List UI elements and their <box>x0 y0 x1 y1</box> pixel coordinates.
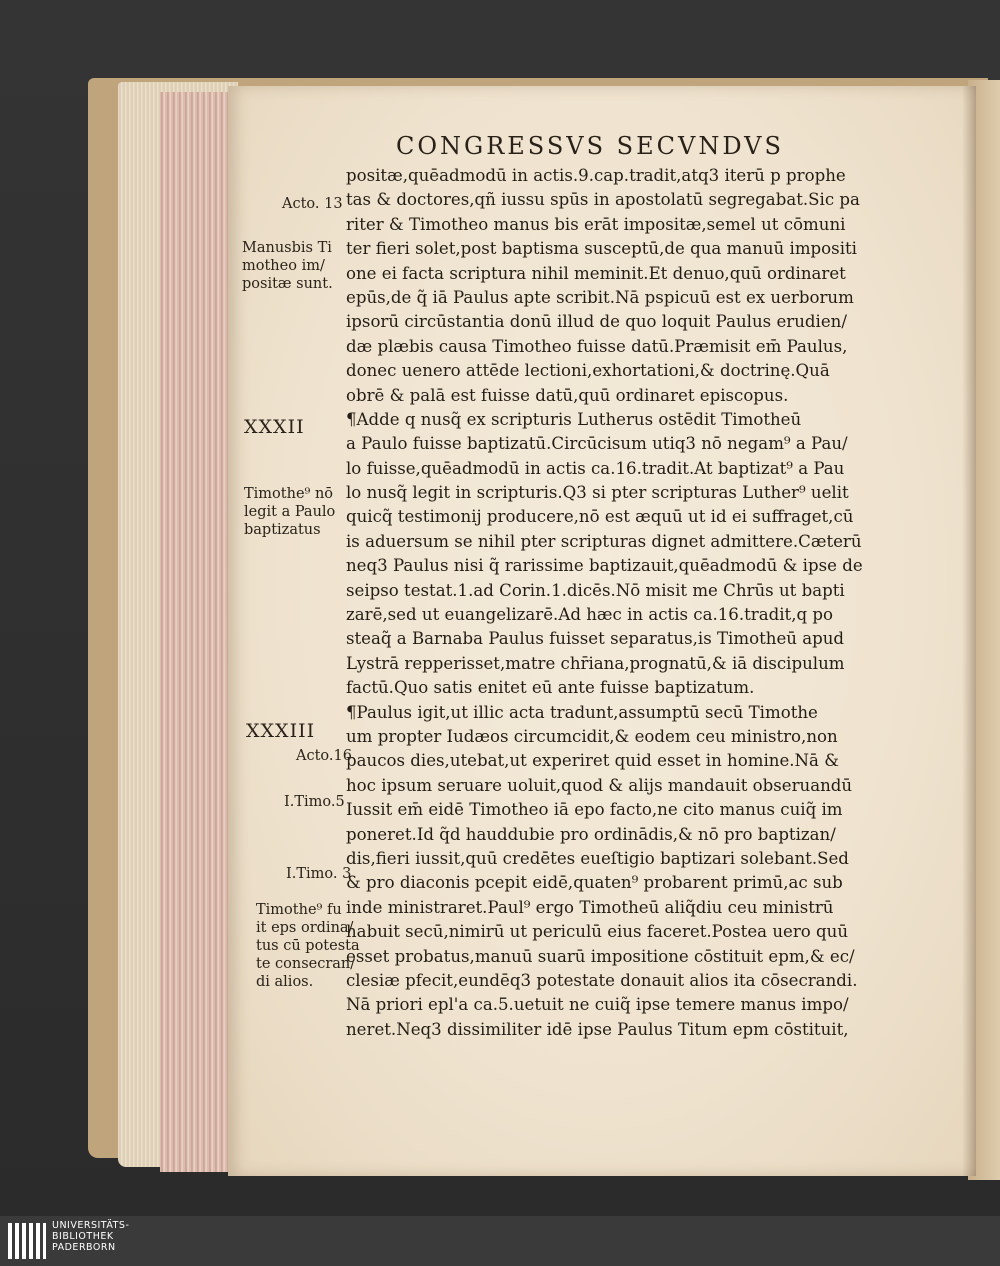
margin-note-episcopus-line1: Timothe⁹ fu <box>256 902 342 918</box>
text-line: hoc ipsum seruare uoluit,quod & alijs mandauit obseruandū <box>346 775 853 795</box>
margin-note-episcopus-line5: di alios. <box>256 974 314 990</box>
text-line: ¶Paulus igit,ut illic acta tradunt,assumptū secū Timothe <box>346 702 818 722</box>
margin-note-i-timo-5: I.Timo.5 <box>284 794 345 810</box>
text-line: clesiæ pfecit,eundēq3 potestate donauit alios ita cōsecrandi. <box>346 970 858 990</box>
page-gutter-shadow <box>962 86 976 1176</box>
library-logo-text <box>52 1220 129 1253</box>
page-fore-edge <box>160 92 235 1172</box>
text-line: esset probatus,manuū suarū impositione cōstituit epm,& ec/ <box>346 946 855 966</box>
text-line: poneret.Id q̃d hauddubie pro ordinādis,& nō pro baptizan/ <box>346 824 836 844</box>
margin-note-i-timo-3: I.Timo. 3 <box>286 866 352 882</box>
margin-note-timotheus-line1: Timothe⁹ nō <box>244 486 334 502</box>
text-line: dæ plæbis causa Timotheo fuisse datū.Præmisit em̄ Paulus, <box>346 336 848 356</box>
text-line: Iussit em̄ eidē Timotheo iā epo facto,ne cito manus cuiq̃ im <box>346 800 843 820</box>
margin-note-acto-13: Acto. 13 <box>282 196 343 212</box>
text-line: positæ,quēadmodū in actis.9.cap.tradit,atq3 iterū p prophe <box>346 166 846 185</box>
text-line: lo fuisse,quēadmodū in actis ca.16.tradit.At baptizat⁹ a Pau <box>346 458 845 478</box>
text-line: is aduersum se nihil pter scripturas dignet admittere.Cæterū <box>346 531 862 551</box>
text-line: donec uenero attēde lectioni,exhortationi,& doctrinę.Quā <box>346 361 830 381</box>
text-line: seipso testat.1.ad Corin.1.dicēs.Nō misit me Chrūs ut bapti <box>346 580 845 600</box>
library-logo-icon <box>8 1221 48 1261</box>
margin-note-acto-16: Acto.16 <box>296 748 352 764</box>
text-line: inde ministraret.Paul⁹ ergo Timotheū aliq̃diu ceu ministrū <box>346 897 834 917</box>
margin-note-episcopus-line2: it eps ordina/ <box>256 920 354 936</box>
text-line: ¶Adde q nusq̃ ex scripturis Lutherus ostēdit Timotheū <box>346 409 802 429</box>
margin-note-timotheus-line3: baptizatus <box>244 522 321 538</box>
text-line: neq3 Paulus nisi q̃ rarissime baptizauit,quēadmodū & ipse de <box>346 556 863 576</box>
margin-note-manus-line1: Manusbis Ti <box>242 240 332 256</box>
logo-line-3: PADERBORN <box>52 1242 116 1253</box>
text-line: ter fieri solet,post baptisma susceptū,de qua manuū impositi <box>346 239 857 259</box>
logo-line-1: UNIVERSITÄTS- <box>52 1220 130 1231</box>
text-line: a Paulo fuisse baptizatū.Circūcisum utiq3 nō negam⁹ a Pau/ <box>346 434 848 454</box>
text-line: factū.Quo satis enitet eū ante fuisse baptizatum. <box>346 678 755 698</box>
margin-note-episcopus-line3: tus cū potesta <box>256 938 360 954</box>
text-line: riter & Timotheo manus bis erāt impositæ,semel ut cōmuni <box>346 214 846 234</box>
text-line: steaq̃ a Barnaba Paulus fuisset separatus,is Timotheū apud <box>346 629 845 649</box>
text-line: epūs,de q̃ iā Paulus apte scribit.Nā pspicuū est ex uerborum <box>346 287 854 307</box>
text-line: um propter Iudæos circumcidit,& eodem ceu ministro,non <box>346 726 838 746</box>
text-line: zarē,sed ut euangelizarē.Ad hæc in actis ca.16.tradit,q po <box>346 605 834 625</box>
text-line: habuit secū,nimirū ut periculū eius faceret.Postea uero quū <box>346 922 849 942</box>
text-line: neret.Neq3 dissimiliter idē ipse Paulus Titum epm cōstituit, <box>346 1019 849 1039</box>
text-line: & pro diaconis pcepit eidē,quaten⁹ probarent primū,ac sub <box>346 873 843 893</box>
text-line: ipsorū circūstantia donū illud de quo loquit Paulus erudien/ <box>346 312 847 332</box>
text-line: Nā priori epl'a ca.5.uetuit ne cuiq̃ ipse temere manus impo/ <box>346 995 849 1015</box>
logo-line-2: BIBLIOTHEK <box>52 1231 114 1242</box>
main-text-block <box>346 164 906 1042</box>
section-number-xxxii: XXXII <box>244 416 305 438</box>
text-line: paucos dies,utebat,ut experiret quid esset in homine.Nā & <box>346 751 839 771</box>
text-line: dis,fieri iussit,quū credētes eueſtigio baptizari solebant.Sed <box>346 848 849 868</box>
text-line: tas & doctores,qñ iussu spūs in apostolatū segregabat.Sic pa <box>346 190 860 210</box>
text-line: Lystrā repperisset,matre chr̄iana,prognatū,& iā discipulum <box>346 653 845 673</box>
text-line: lo nusq̃ legit in scripturis.Q3 si pter scripturas Luther⁹ uelit <box>346 483 849 503</box>
margin-note-manus-line2: motheo im/ <box>242 258 325 274</box>
library-footer <box>0 1216 1000 1266</box>
margin-note-manus-line3: positæ sunt. <box>242 276 333 292</box>
section-number-xxxiii: XXXIII <box>246 720 316 742</box>
text-line: quicq̃ testimonij producere,nō est æquū ut id ei suffraget,cū <box>346 507 854 527</box>
text-line: obrē & palā est fuisse datū,quū ordinaret episcopus. <box>346 385 789 405</box>
margin-note-episcopus-line4: te consecran/ <box>256 956 356 972</box>
margin-note-timotheus-line2: legit a Paulo <box>244 504 336 520</box>
running-heading: CONGRESSVS SECVNDVS <box>396 132 784 160</box>
text-line: one ei facta scriptura nihil meminit.Et denuo,quū ordinaret <box>346 263 846 283</box>
